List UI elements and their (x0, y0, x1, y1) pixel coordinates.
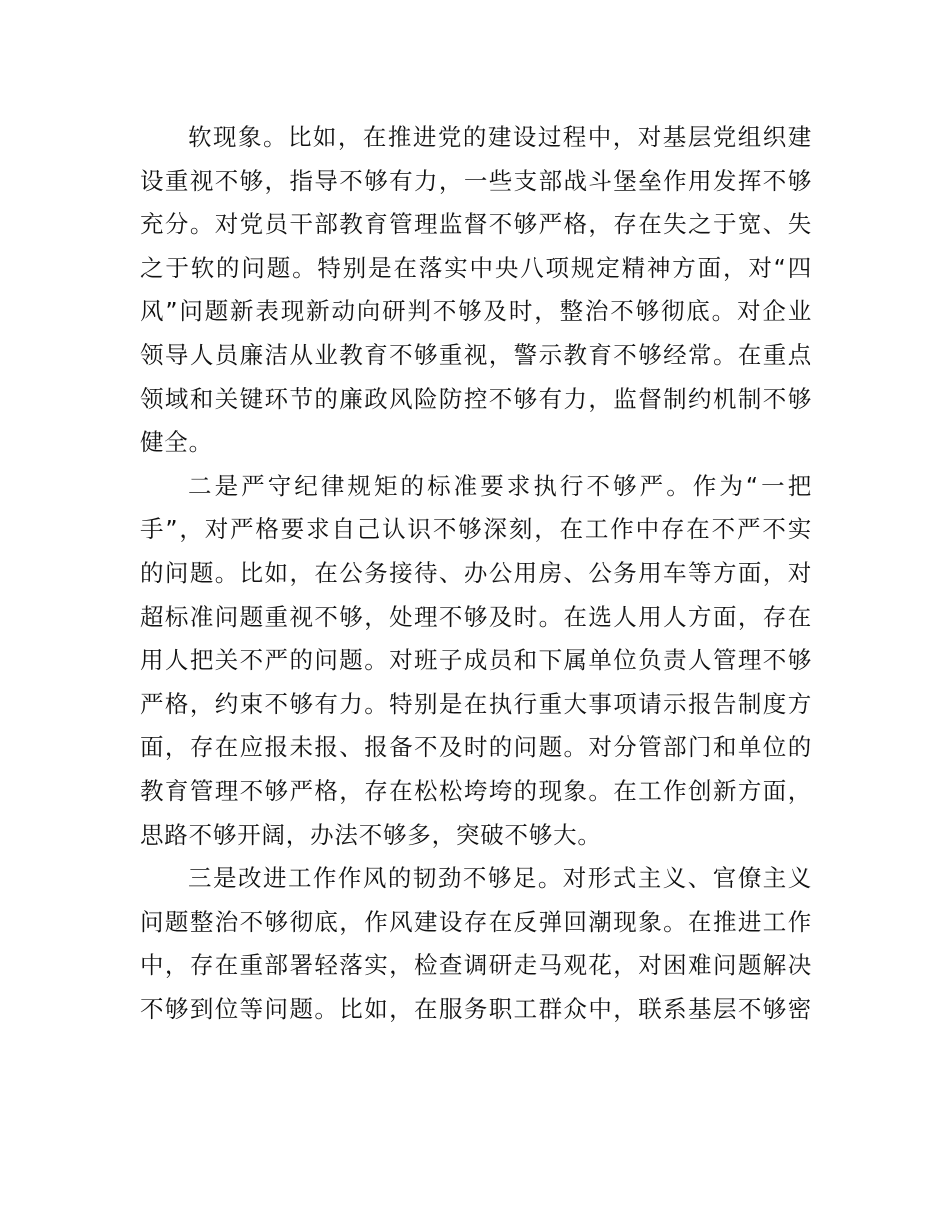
text-line: 领导人员廉洁从业教育不够重视，警示教育不够经常。在重点 (140, 340, 812, 369)
text-line: 充分。对党员干部教育管理监督不够严格，存在失之于宽、失 (140, 210, 812, 239)
text-line: 不够到位等问题。比如，在服务职工群众中，联系基层不够密 (140, 994, 812, 1023)
text-line: 用人把关不严的问题。对班子成员和下属单位负责人管理不够 (140, 646, 812, 675)
paragraph-2 (140, 465, 812, 857)
text-line: 的问题。比如，在公务接待、办公用房、公务用车等方面，对 (140, 558, 812, 587)
text-line: 教育管理不够严格，存在松松垮垮的现象。在工作创新方面， (140, 776, 812, 805)
paragraph-1 (140, 116, 812, 465)
text-line: 手”，对严格要求自己认识不够深刻，在工作中存在不严不实 (140, 515, 812, 544)
text-line: 设重视不够，指导不够有力，一些支部战斗堡垒作用发挥不够 (140, 166, 812, 195)
text-line: 软现象。比如，在推进党的建设过程中，对基层党组织建 (188, 123, 812, 151)
text-line: 三是改进工作作风的韧劲不够足。对形式主义、官僚主义 (188, 864, 812, 893)
document-body (140, 116, 812, 1031)
text-line: 面，存在应报未报、报备不及时的问题。对分管部门和单位的 (140, 733, 812, 762)
text-line: 二是严守纪律规矩的标准要求执行不够严。作为“一把 (188, 471, 812, 500)
text-line: 领域和关键环节的廉政风险防控不够有力，监督制约机制不够 (140, 384, 812, 413)
text-line: 超标准问题重视不够，处理不够及时。在选人用人方面，存在 (140, 602, 812, 631)
text-line: 严格，约束不够有力。特别是在执行重大事项请示报告制度方 (140, 689, 812, 718)
text-line: 思路不够开阔，办法不够多，突破不够大。 (140, 820, 602, 849)
text-line: 健全。 (140, 428, 213, 457)
text-line: 风”问题新表现新动向研判不够及时，整治不够彻底。对企业 (140, 297, 812, 326)
text-line: 中，存在重部署轻落实，检查调研走马观花，对困难问题解决 (140, 951, 812, 980)
text-line: 之于软的问题。特别是在落实中央八项规定精神方面，对“四 (140, 253, 812, 282)
text-line: 问题整治不够彻底，作风建设存在反弹回潮现象。在推进工作 (140, 907, 812, 936)
paragraph-3 (140, 857, 812, 1031)
